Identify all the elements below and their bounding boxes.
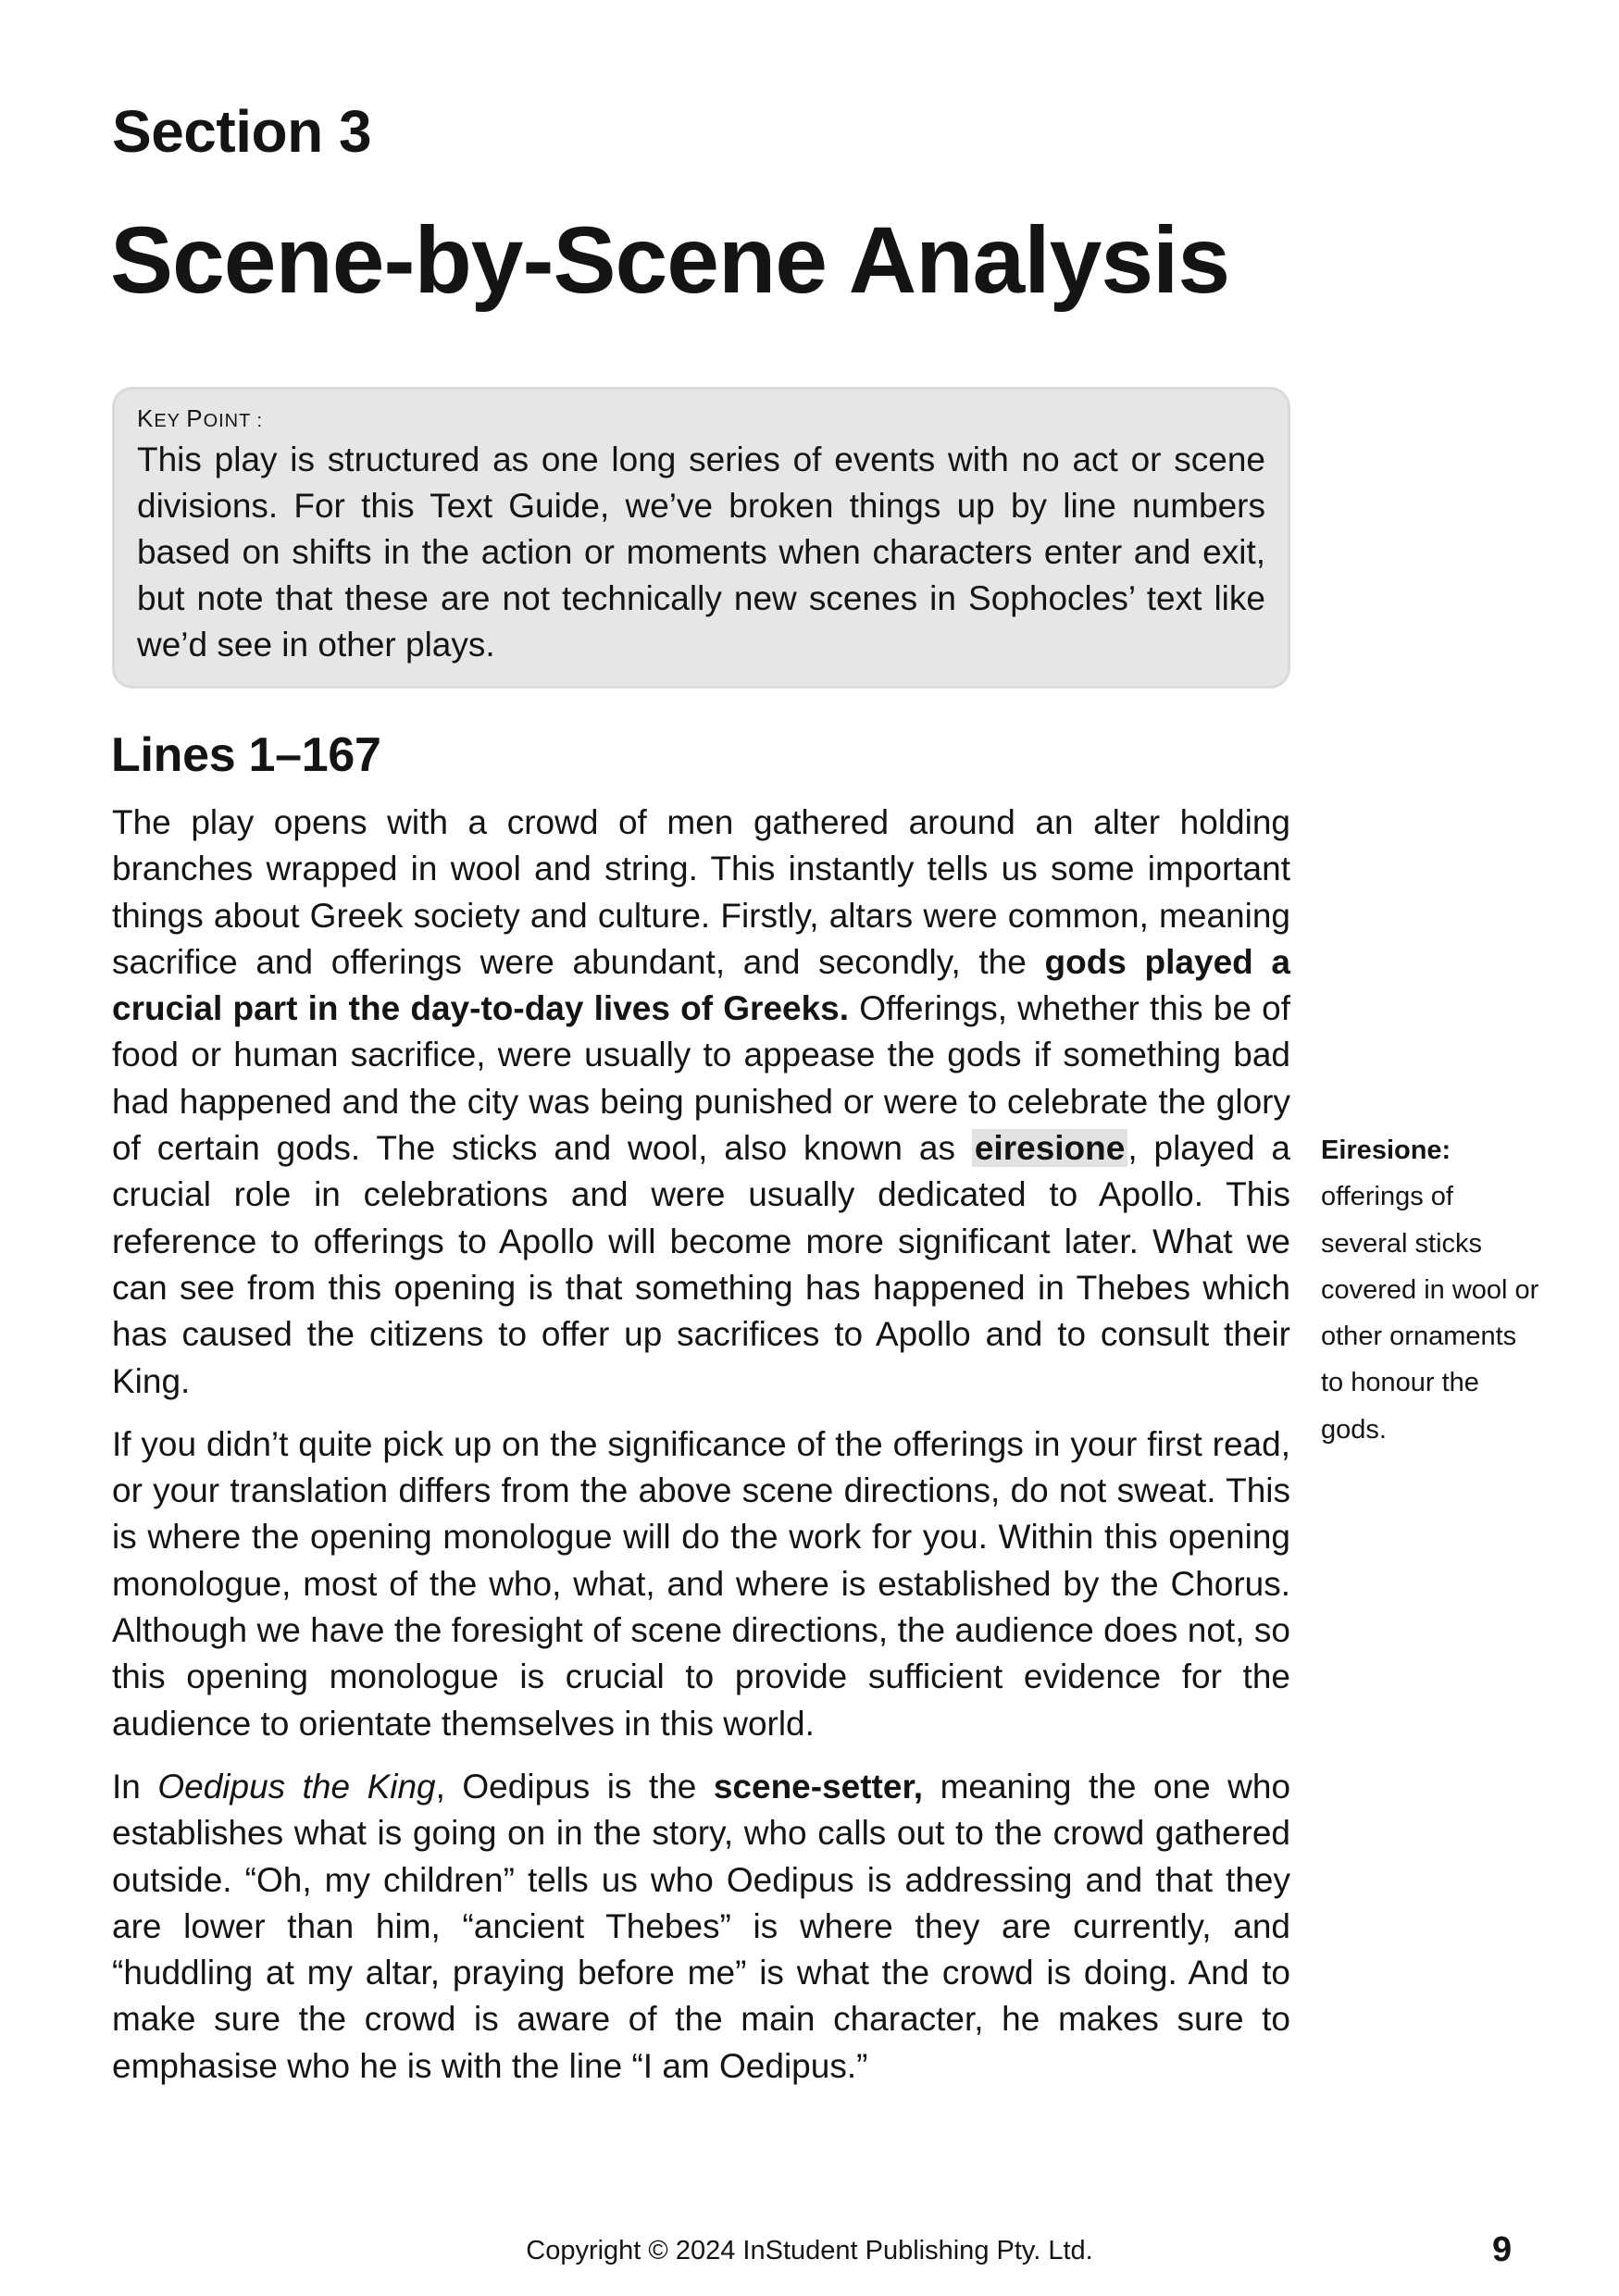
page-number: 9 <box>1492 2230 1513 2269</box>
glossary-term-highlight: eiresione <box>972 1129 1127 1167</box>
body-paragraph-3: In Oedipus the King, Oedipus is the scene-setter, meaning the one who establishes what is going on in the story, who calls out to the crowd gathered outside. “Oh, my children” tells us who Oedipus is addressing and that they are lower than him, “ancient Thebes” is where they are currently, and “huddling at my altar, praying before me” is what the crowd is doing. And to make sure the crowd is aware of the main character, he makes sure to emphasise who he is with the line “I am Oedipus.” <box>112 1767 1291 2085</box>
key-point-text: This play is structured as one long series of events with no act or scene divisions. For this Text Guide, we’ve broken things up by line numbers based on shifts in the action or moments when characters enter and exit, but note that these are not technically new scenes in Sophocles’ text like we’d see in other plays. <box>137 441 1265 664</box>
glossary-term: Eiresione: <box>1321 1136 1451 1165</box>
body-paragraph-1: The play opens with a crowd of men gathered around an alter holding branches wrapped in wool and string. This instantly tells us some important things about Greek society and culture. Firstly, altars were common, meaning sacrifice and offerings were abundant, and secondly, the gods played a crucial part in the day-to-day lives of Greeks. Offerings, whether this be of food or human sacrifice, were usually to appease the gods if something bad had happened and the city was being punished or were to celebrate the glory of certain gods. The sticks and wool, also known as eiresione, played a crucial role in celebrations and were usually dedicated to Apollo. This reference to offerings to Apollo will become more significant later. What we can see from this opening is that something has happened in Thebes which has caused the citizens to offer up sacrifices to Apollo and to consult their King. <box>112 803 1290 1400</box>
page-title: Scene-by-Scene Analysis <box>110 207 1230 313</box>
lines-heading: Lines 1–167 <box>111 728 381 782</box>
footer-copyright: Copyright © 2024 InStudent Publishing Pty. Ltd. <box>526 2236 1093 2265</box>
body-paragraph-2: If you didn’t quite pick up on the significance of the offerings in your first read, or your translation differs from the above scene directions, do not sweat. This is where the opening monologue will do the work for you. Within this opening monologue, most of the who, what, and where is established by the Chorus. Although we have the foresight of scene directions, the audience does not, so this opening monologue is crucial to provide sufficient evidence for the audience to orientate themselves in this world. <box>112 1424 1290 1743</box>
body-column <box>112 800 1290 2106</box>
key-point-box <box>112 387 1290 689</box>
key-point-label: KEY POINT : <box>137 404 264 432</box>
glossary-margin-note <box>1321 1127 1543 1453</box>
section-label: Section 3 <box>112 98 372 165</box>
glossary-definition: offerings of several sticks covered in wool or other ornaments to honour the gods. <box>1321 1182 1539 1445</box>
